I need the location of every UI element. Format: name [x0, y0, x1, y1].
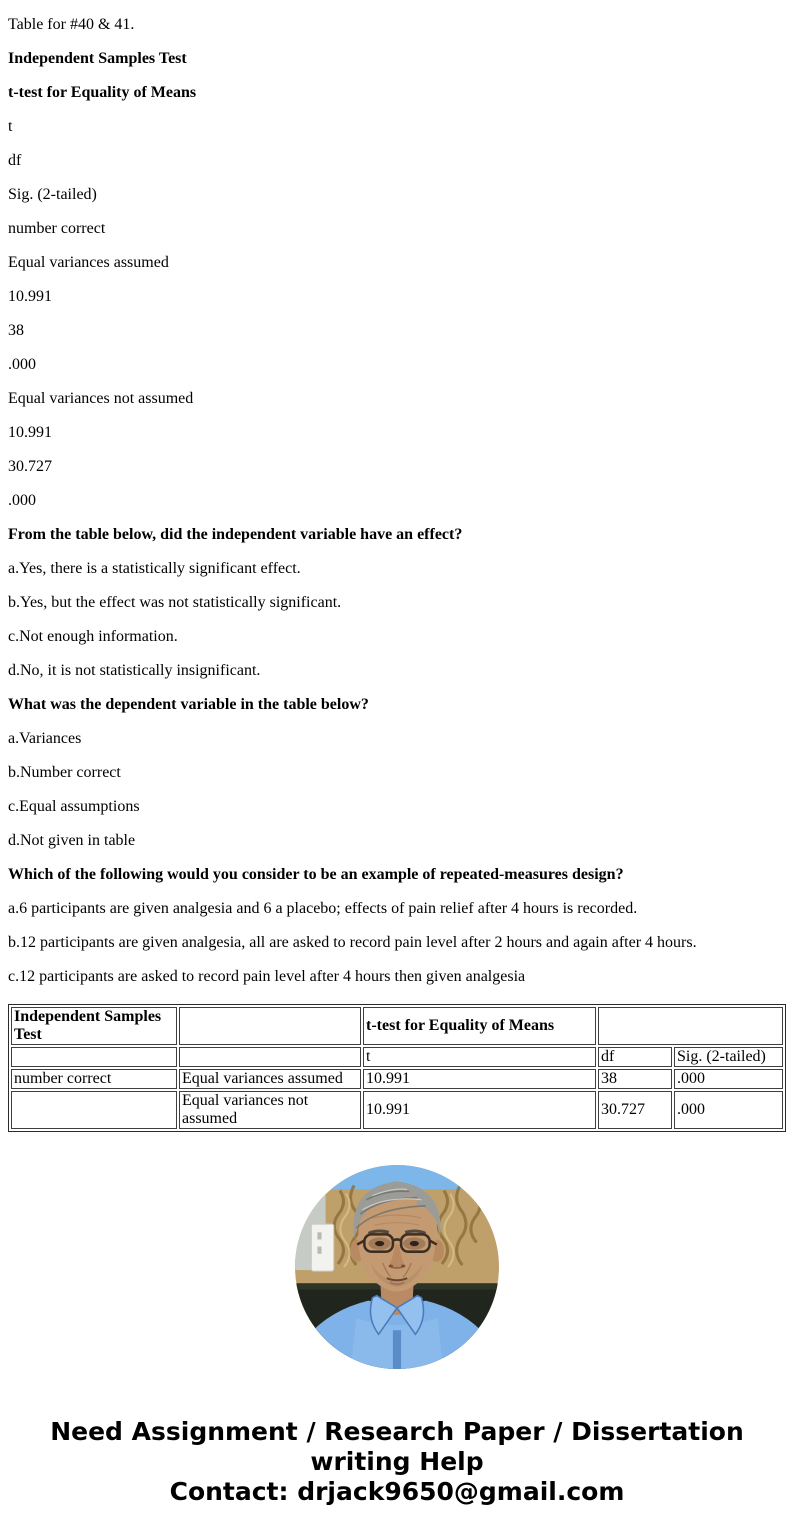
footer-line: Contact: drjack9650@gmail.com: [169, 1477, 625, 1506]
footer-line: writing Help: [310, 1447, 484, 1476]
label-sig-2-tailed: Sig. (2-tailed): [8, 186, 97, 203]
answer-option: b.Yes, but the effect was not statistically significant.: [8, 594, 342, 611]
question-prompt: What was the dependent variable in the table below?: [8, 696, 369, 713]
value-sig-not-assumed: .000: [8, 492, 36, 509]
table-cell: .000: [674, 1069, 783, 1089]
label-t: t: [8, 118, 13, 135]
table-cell: df: [598, 1047, 672, 1067]
table-cell: Equal variances assumed: [179, 1069, 361, 1089]
table-row: [11, 1047, 783, 1067]
heading-independent-samples-test: Independent Samples Test: [8, 50, 187, 67]
question-prompt: Which of the following would you consider to be an example of repeated-measures design?: [8, 866, 624, 883]
table-cell: Independent Samples Test: [11, 1007, 177, 1045]
label-df: df: [8, 152, 22, 169]
table-cell: [11, 1047, 177, 1067]
answer-option: b.Number correct: [8, 764, 121, 781]
table-cell: Equal variances not assumed: [179, 1091, 361, 1129]
table-cell: [179, 1007, 361, 1045]
table-cell: Sig. (2-tailed): [674, 1047, 783, 1067]
heading-t-test-equality-means: t-test for Equality of Means: [8, 84, 197, 101]
table-cell: 10.991: [363, 1069, 596, 1089]
answer-option: c.12 participants are asked to record pain level after 4 hours then given analgesia: [8, 968, 526, 985]
label-equal-variances-not-assumed: Equal variances not assumed: [8, 390, 194, 407]
answer-option: c.Equal assumptions: [8, 798, 140, 815]
table-cell: 30.727: [598, 1091, 672, 1129]
answer-option: c.Not enough information.: [8, 628, 178, 645]
caption-table-reference: Table for #40 & 41.: [8, 16, 135, 33]
label-equal-variances-assumed: Equal variances assumed: [8, 254, 169, 271]
value-df-not-assumed: 30.727: [8, 458, 52, 475]
table-cell: 38: [598, 1069, 672, 1089]
answer-option: d.Not given in table: [8, 832, 136, 849]
table-cell: [598, 1007, 783, 1045]
table-cell: [11, 1091, 177, 1129]
footer-line: Need Assignment / Research Paper / Dissertation: [50, 1417, 744, 1446]
answer-option: a.Yes, there is a statistically significant effect.: [8, 560, 301, 577]
table-cell: t: [363, 1047, 596, 1067]
question-prompt: From the table below, did the independent variable have an effect?: [8, 526, 463, 543]
table-row: [11, 1069, 783, 1089]
answer-option: b.12 participants are given analgesia, all are asked to record pain level after 2 hours and again after 4 hours.: [8, 934, 697, 951]
table-row: [11, 1007, 783, 1045]
table-cell: t-test for Equality of Means: [363, 1007, 596, 1045]
table-cell: number correct: [11, 1069, 177, 1089]
portrait-photo: [295, 1165, 499, 1369]
answer-option: a.6 participants are given analgesia and 6 a placebo; effects of pain relief after 4 hours is recorded.: [8, 900, 638, 917]
table-row: [11, 1091, 783, 1129]
value-t-not-assumed: 10.991: [8, 424, 52, 441]
table-cell: [179, 1047, 361, 1067]
table-cell: .000: [674, 1091, 783, 1129]
contact-banner: [8, 1417, 786, 1507]
value-sig-assumed: .000: [8, 356, 36, 373]
value-t-assumed: 10.991: [8, 288, 52, 305]
independent-samples-test-table: [8, 1004, 786, 1132]
value-df-assumed: 38: [8, 322, 24, 339]
answer-option: a.Variances: [8, 730, 82, 747]
answer-option: d.No, it is not statistically insignificant.: [8, 662, 261, 679]
portrait-photo-container: [8, 1165, 786, 1369]
label-number-correct: number correct: [8, 220, 106, 237]
table-cell: 10.991: [363, 1091, 596, 1129]
